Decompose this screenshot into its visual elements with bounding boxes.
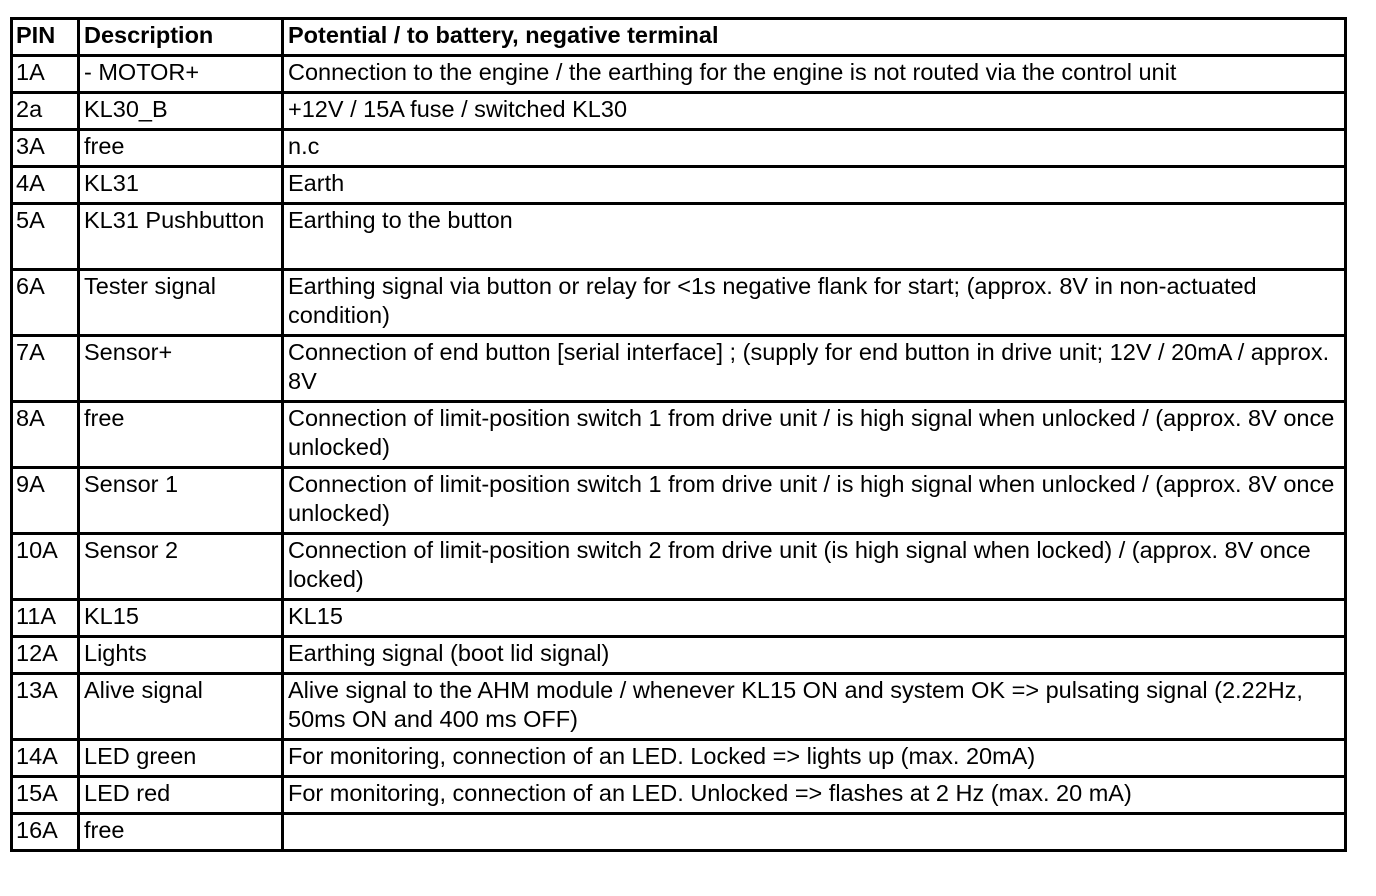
potential-cell: For monitoring, connection of an LED. Unlocked => flashes at 2 Hz (max. 20 mA)	[283, 777, 1346, 814]
table-row	[12, 56, 1346, 93]
description-cell: KL31 Pushbutton	[79, 204, 283, 270]
pin-cell: 10A	[12, 534, 79, 600]
table-row	[12, 204, 1346, 270]
description-cell: Lights	[79, 637, 283, 674]
description-cell: KL30_B	[79, 93, 283, 130]
table-row	[12, 130, 1346, 167]
pin-cell: 8A	[12, 402, 79, 468]
potential-cell: Connection of limit-position switch 1 from drive unit / is high signal when unlocked / (approx. 8V once unlocked)	[283, 468, 1346, 534]
table-row	[12, 93, 1346, 130]
header-description: Description	[79, 19, 283, 56]
pin-cell: 3A	[12, 130, 79, 167]
potential-cell: Earthing signal (boot lid signal)	[283, 637, 1346, 674]
pin-cell: 9A	[12, 468, 79, 534]
table-row	[12, 777, 1346, 814]
description-cell: Sensor 2	[79, 534, 283, 600]
pin-cell: 12A	[12, 637, 79, 674]
pin-cell: 13A	[12, 674, 79, 740]
potential-cell: Earth	[283, 167, 1346, 204]
table-row	[12, 402, 1346, 468]
description-cell: free	[79, 130, 283, 167]
pin-cell: 1A	[12, 56, 79, 93]
pin-cell: 11A	[12, 600, 79, 637]
potential-cell: KL15	[283, 600, 1346, 637]
pin-cell: 6A	[12, 270, 79, 336]
description-cell: KL31	[79, 167, 283, 204]
description-cell: Sensor 1	[79, 468, 283, 534]
description-cell: - MOTOR+	[79, 56, 283, 93]
potential-cell: Earthing signal via button or relay for <1s negative flank for start; (approx. 8V in non-actuated condition)	[283, 270, 1346, 336]
header-pin: PIN	[12, 19, 79, 56]
pin-cell: 5A	[12, 204, 79, 270]
potential-cell: Alive signal to the AHM module / whenever KL15 ON and system OK => pulsating signal (2.22Hz, 50ms ON and 400 ms OFF)	[283, 674, 1346, 740]
potential-cell: Connection of limit-position switch 1 from drive unit / is high signal when unlocked / (approx. 8V once unlocked)	[283, 402, 1346, 468]
potential-cell: Earthing to the button	[283, 204, 1346, 270]
table-row	[12, 814, 1346, 851]
pin-cell: 2a	[12, 93, 79, 130]
pin-cell: 7A	[12, 336, 79, 402]
description-cell: KL15	[79, 600, 283, 637]
table-row	[12, 740, 1346, 777]
description-cell: Tester signal	[79, 270, 283, 336]
table-row	[12, 534, 1346, 600]
potential-cell: Connection of limit-position switch 2 from drive unit (is high signal when locked) / (approx. 8V once locked)	[283, 534, 1346, 600]
potential-cell: +12V / 15A fuse / switched KL30	[283, 93, 1346, 130]
table-row	[12, 270, 1346, 336]
description-cell: LED red	[79, 777, 283, 814]
description-cell: free	[79, 814, 283, 851]
pin-cell: 14A	[12, 740, 79, 777]
description-cell: LED green	[79, 740, 283, 777]
table-row	[12, 674, 1346, 740]
table-row	[12, 336, 1346, 402]
pin-cell: 15A	[12, 777, 79, 814]
description-cell: free	[79, 402, 283, 468]
pin-cell: 4A	[12, 167, 79, 204]
potential-cell: Connection to the engine / the earthing for the engine is not routed via the control unit	[283, 56, 1346, 93]
header-potential: Potential / to battery, negative terminal	[283, 19, 1346, 56]
table-row	[12, 637, 1346, 674]
potential-cell	[283, 814, 1346, 851]
table-row	[12, 600, 1346, 637]
potential-cell: n.c	[283, 130, 1346, 167]
pin-assignment-table	[10, 17, 1347, 852]
pin-cell: 16A	[12, 814, 79, 851]
description-cell: Sensor+	[79, 336, 283, 402]
table-header-row	[12, 19, 1346, 56]
potential-cell: For monitoring, connection of an LED. Locked => lights up (max. 20mA)	[283, 740, 1346, 777]
table-row	[12, 167, 1346, 204]
potential-cell: Connection of end button [serial interface] ; (supply for end button in drive unit; 12V / 20mA / approx. 8V	[283, 336, 1346, 402]
table-row	[12, 468, 1346, 534]
description-cell: Alive signal	[79, 674, 283, 740]
